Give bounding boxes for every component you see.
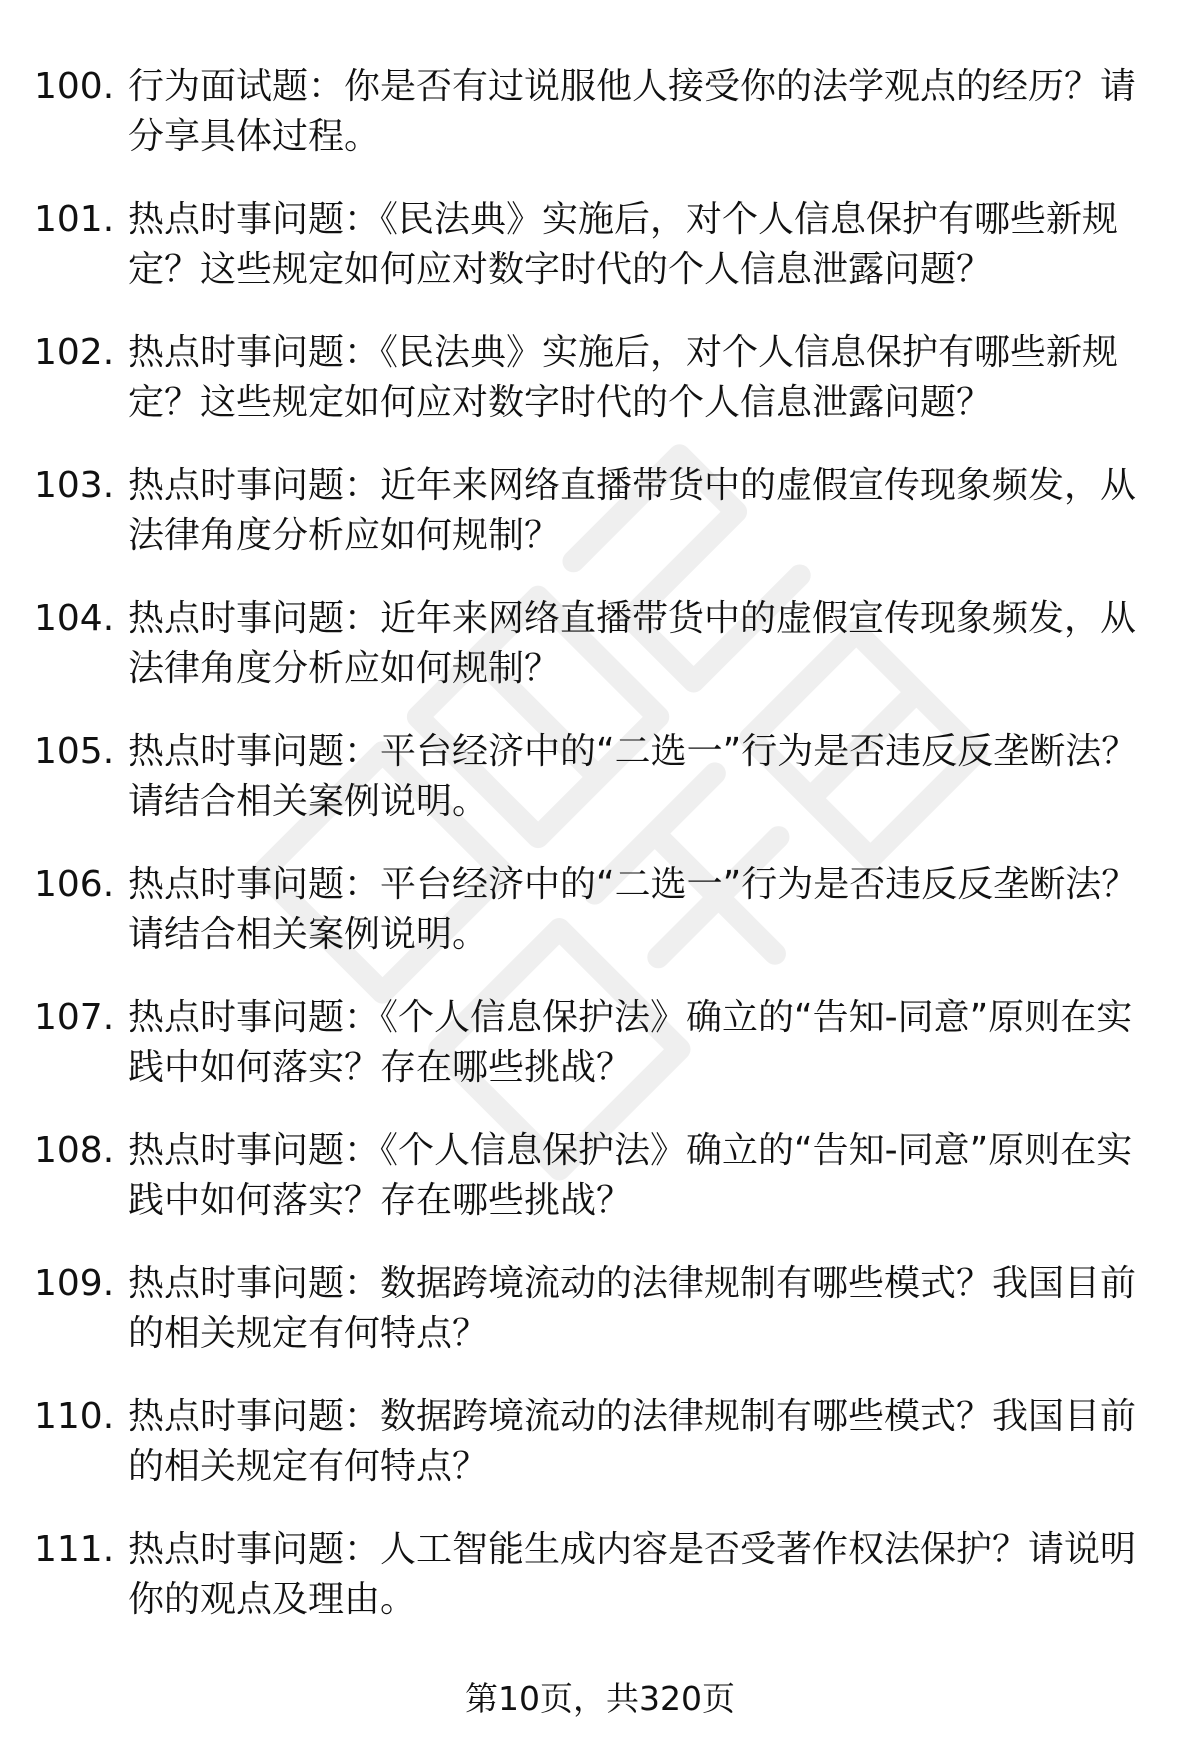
list-item (0, 1259, 1200, 1392)
question-number: 103. (34, 465, 115, 506)
list-item (0, 594, 1200, 727)
list-item (0, 328, 1200, 461)
list-item (0, 1392, 1200, 1525)
question-number: 108. (34, 1130, 115, 1171)
question-text: 热点时事问题：《民法典》实施后，对个人信息保护有哪些新规定？这些规定如何应对数字时代的个人信息泄露问题？ (128, 332, 1119, 423)
question-number: 105. (34, 731, 115, 772)
question-text: 热点时事问题：《个人信息保护法》确立的“告知-同意”原则在实践中如何落实？存在哪些挑战？ (128, 1130, 1133, 1221)
question-number: 101. (34, 199, 115, 240)
question-number: 110. (34, 1396, 115, 1437)
question-number: 102. (34, 332, 115, 373)
question-number: 104. (34, 598, 115, 639)
list-item (0, 62, 1200, 195)
question-text: 热点时事问题：人工智能生成内容是否受著作权法保护？请说明你的观点及理由。 (128, 1529, 1137, 1620)
list-item (0, 1126, 1200, 1259)
question-number: 106. (34, 864, 115, 905)
question-number: 107. (34, 997, 115, 1038)
list-item (0, 1525, 1200, 1658)
list-item (0, 727, 1200, 860)
question-text: 热点时事问题：近年来网络直播带货中的虚假宣传现象频发，从法律角度分析应如何规制？ (128, 598, 1137, 689)
question-text: 热点时事问题：平台经济中的“二选一”行为是否违反反垄断法？请结合相关案例说明。 (128, 864, 1138, 955)
question-text: 热点时事问题：数据跨境流动的法律规制有哪些模式？我国目前的相关规定有何特点？ (128, 1263, 1137, 1354)
question-text: 热点时事问题：《个人信息保护法》确立的“告知-同意”原则在实践中如何落实？存在哪些挑战？ (128, 997, 1133, 1088)
question-text: 热点时事问题：平台经济中的“二选一”行为是否违反反垄断法？请结合相关案例说明。 (128, 731, 1138, 822)
question-number: 109. (34, 1263, 115, 1304)
question-text: 行为面试题：你是否有过说服他人接受你的法学观点的经历？请分享具体过程。 (128, 66, 1137, 157)
page-number-footer: 第10页，共320页 (465, 1679, 735, 1718)
question-text: 热点时事问题：数据跨境流动的法律规制有哪些模式？我国目前的相关规定有何特点？ (128, 1396, 1137, 1487)
list-item (0, 195, 1200, 328)
question-number: 100. (34, 66, 115, 107)
question-text: 热点时事问题：《民法典》实施后，对个人信息保护有哪些新规定？这些规定如何应对数字时代的个人信息泄露问题？ (128, 199, 1119, 290)
question-number: 111. (34, 1529, 115, 1570)
list-item (0, 993, 1200, 1126)
question-text: 热点时事问题：近年来网络直播带货中的虚假宣传现象频发，从法律角度分析应如何规制？ (128, 465, 1137, 556)
list-item (0, 860, 1200, 993)
list-item (0, 461, 1200, 594)
question-list (0, 62, 1200, 1658)
